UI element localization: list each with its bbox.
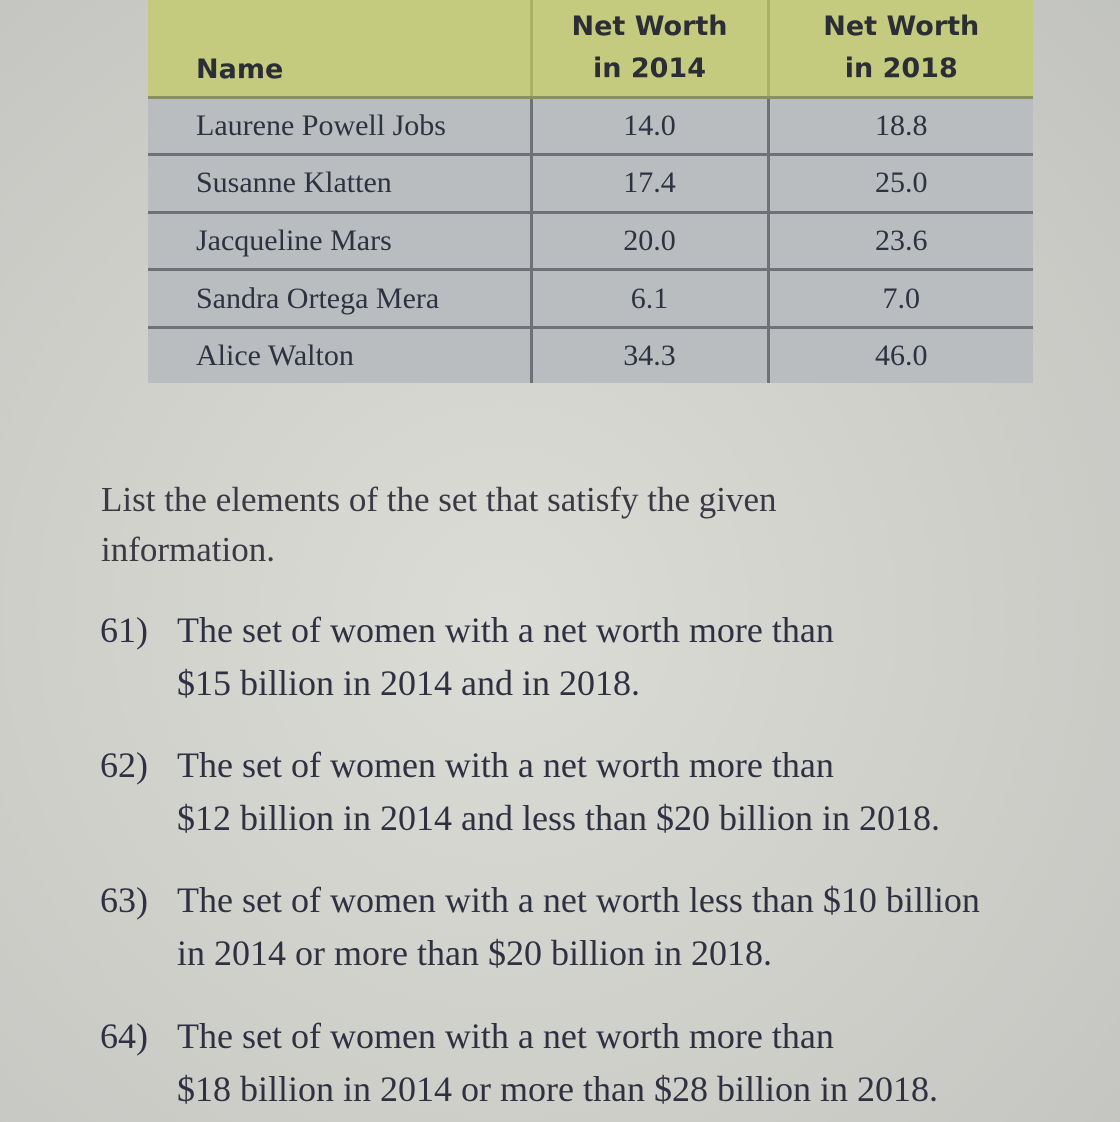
question-62 bbox=[100, 739, 1100, 845]
question-number: 64) bbox=[100, 1016, 148, 1056]
header-2018-line1: Net Worth bbox=[823, 10, 980, 42]
net-worth-table bbox=[148, 0, 1033, 383]
table-header-row bbox=[148, 0, 1033, 97]
table-row bbox=[148, 97, 1033, 155]
question-line2: $18 billion in 2014 or more than $28 billion in 2018. bbox=[177, 1069, 938, 1109]
question-number: 62) bbox=[100, 745, 148, 785]
table-row bbox=[148, 155, 1033, 213]
cell-worth-2014: 20.0 bbox=[531, 212, 768, 270]
question-line1: The set of women with a net worth more than bbox=[177, 1016, 834, 1056]
instruction-text bbox=[101, 475, 1001, 575]
question-line1: The set of women with a net worth more than bbox=[177, 610, 834, 650]
question-line2: $15 billion in 2014 and in 2018. bbox=[177, 663, 640, 703]
question-line1: The set of women with a net worth more than bbox=[177, 745, 834, 785]
instruction-line2: information. bbox=[101, 530, 275, 569]
cell-name: Alice Walton bbox=[148, 328, 531, 383]
table-row bbox=[148, 270, 1033, 328]
cell-worth-2014: 17.4 bbox=[531, 155, 768, 213]
question-line1: The set of women with a net worth less than $10 billion bbox=[177, 880, 980, 920]
cell-worth-2018: 46.0 bbox=[768, 328, 1033, 383]
question-64 bbox=[100, 1010, 1100, 1116]
cell-name: Jacqueline Mars bbox=[148, 212, 531, 270]
header-net-worth-2014 bbox=[531, 0, 768, 97]
header-name bbox=[148, 0, 531, 97]
question-63 bbox=[100, 874, 1100, 980]
cell-worth-2014: 34.3 bbox=[531, 328, 768, 383]
cell-name: Laurene Powell Jobs bbox=[148, 97, 531, 155]
cell-name: Susanne Klatten bbox=[148, 155, 531, 213]
header-2014-line1: Net Worth bbox=[571, 10, 728, 42]
question-61 bbox=[100, 604, 1100, 710]
question-line2: in 2014 or more than $20 billion in 2018. bbox=[177, 933, 772, 973]
header-net-worth-2018 bbox=[768, 0, 1033, 97]
cell-worth-2018: 23.6 bbox=[768, 212, 1033, 270]
instruction-line1: List the elements of the set that satisfy the given bbox=[101, 480, 777, 519]
table-row bbox=[148, 328, 1033, 383]
cell-worth-2018: 25.0 bbox=[768, 155, 1033, 213]
question-number: 63) bbox=[100, 880, 148, 920]
question-line2: $12 billion in 2014 and less than $20 billion in 2018. bbox=[177, 798, 940, 838]
table-row bbox=[148, 212, 1033, 270]
cell-worth-2018: 18.8 bbox=[768, 97, 1033, 155]
cell-worth-2014: 14.0 bbox=[531, 97, 768, 155]
cell-name: Sandra Ortega Mera bbox=[148, 270, 531, 328]
cell-worth-2018: 7.0 bbox=[768, 270, 1033, 328]
header-2014-line2: in 2014 bbox=[592, 52, 707, 84]
header-2018-line2: in 2018 bbox=[844, 52, 958, 84]
net-worth-table-container bbox=[148, 0, 1033, 383]
cell-worth-2014: 6.1 bbox=[531, 270, 768, 328]
header-name-label: Name bbox=[196, 53, 284, 85]
question-number: 61) bbox=[100, 610, 148, 650]
